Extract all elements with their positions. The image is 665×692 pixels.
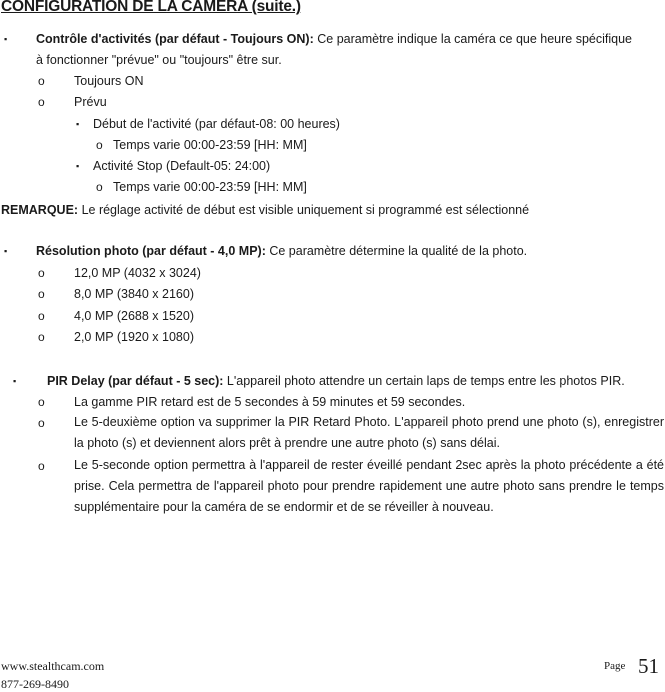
range-item: Temps varie 00:00-23:59 [HH: MM] [113,180,307,194]
circle-bullet-icon: o [96,180,103,194]
circle-bullet-icon: o [38,416,45,430]
circle-bullet-icon: o [38,95,45,109]
square-bullet-icon: ▪ [76,161,80,171]
remark-text: Le réglage activité de début est visible uniquement si programmé est sélectionné [78,203,530,217]
range-item: Temps varie 00:00-23:59 [HH: MM] [113,138,307,152]
section-text: Ce paramètre indique la caméra ce que heure spécifique [313,32,633,46]
section-resolution-intro [36,243,527,259]
remark [1,202,529,218]
circle-bullet-icon: o [38,74,45,88]
circle-bullet-icon: o [96,138,103,152]
footer-website: www.stealthcam.com [1,659,105,673]
square-bullet-icon: ▪ [4,246,8,256]
square-bullet-icon: ▪ [76,119,80,129]
page-number: 51 [638,654,659,678]
detail-item: Le 5-deuxième option va supprimer la PIR Retard Photo. L'appareil photo prend une photo (s), enregistrer la photo (s) et deviennent alors prêt à prendre une autre photo (s) sans délai. [74,415,664,450]
section-text: Ce paramètre détermine la qualité de la photo. [265,244,528,258]
footer-phone: 877-269-8490 [1,677,69,691]
page-label: Page [604,660,626,672]
page-title: CONFIGURATION DE LA CAMERA (suite.) [1,0,301,15]
sub-option-item: Début de l'activité (par défaut-08: 00 heures) [93,117,340,131]
circle-bullet-icon: o [38,330,45,344]
circle-bullet-icon: o [38,309,45,323]
detail-item: La gamme PIR retard est de 5 secondes à 59 minutes et 59 secondes. [74,395,466,409]
option-item: 12,0 MP (4032 x 3024) [74,266,201,280]
square-bullet-icon: ▪ [4,34,8,44]
option-item: 4,0 MP (2688 x 1520) [74,309,194,323]
section-pir-intro [47,373,625,389]
circle-bullet-icon: o [38,459,45,473]
detail-item: Le 5-seconde option permettra à l'appareil de rester éveillé pendant 2sec après la photo précédente a été prise. Cela permettra de l'appareil photo pour prendre rapidement une autre photo sans prendre le temps supplémentaire pour la caméra de se endormir et de se réveiller à nouveau. [74,458,664,514]
remark-label: REMARQUE: [1,203,79,217]
sub-option-item: Activité Stop (Default-05: 24:00) [93,159,271,173]
option-item: 8,0 MP (3840 x 2160) [74,287,194,301]
option-item: 2,0 MP (1920 x 1080) [74,330,194,344]
circle-bullet-icon: o [38,266,45,280]
section-text: L'appareil photo attendre un certain laps de temps entre les photos PIR. [223,374,625,388]
option-item: Prévu [74,95,107,109]
section-text-continued: à fonctionner "prévue" ou "toujours" être sur. [36,53,282,67]
section-activity-intro [36,31,632,47]
section-heading: Contrôle d'activités (par défaut - Toujours ON): [36,32,314,46]
option-item: Toujours ON [74,74,144,88]
circle-bullet-icon: o [38,395,45,409]
section-heading: Résolution photo (par défaut - 4,0 MP): [36,244,266,258]
section-heading: PIR Delay (par défaut - 5 sec): [47,374,224,388]
square-bullet-icon: ▪ [13,376,17,386]
circle-bullet-icon: o [38,287,45,301]
